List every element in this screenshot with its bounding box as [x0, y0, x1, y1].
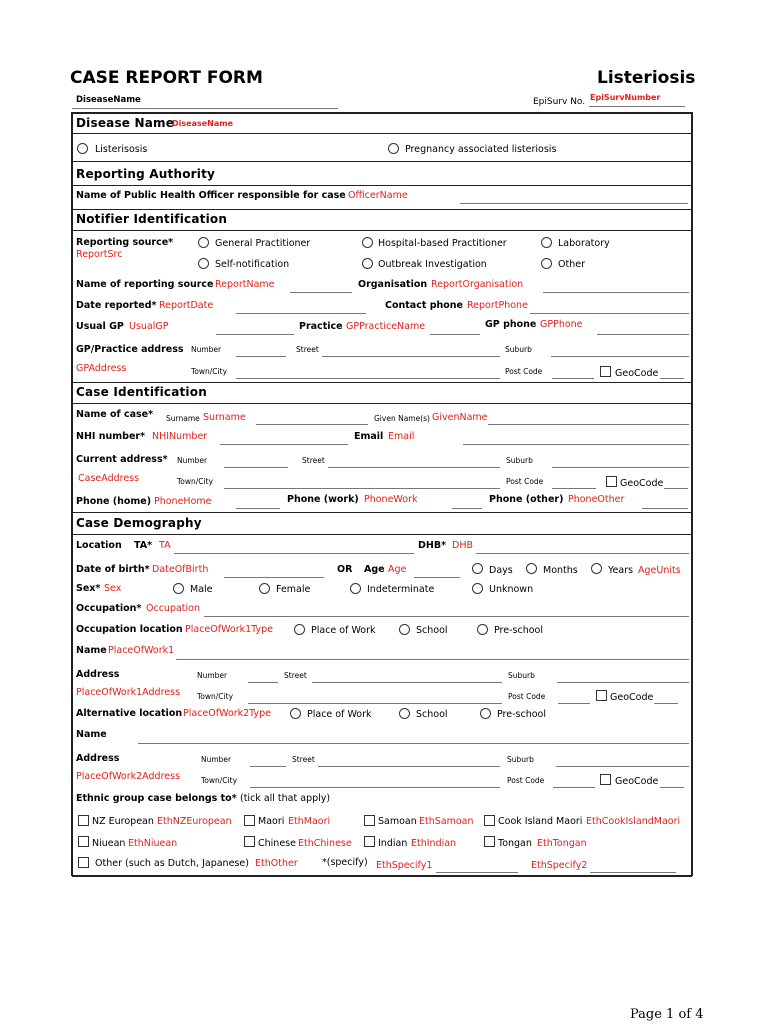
option-unknown: Unknown — [489, 584, 534, 595]
option-self: Self-notification — [215, 259, 290, 270]
sex-label: Sex* — [76, 583, 101, 594]
radio-outbreak[interactable] — [362, 258, 373, 269]
radio-pregnancy[interactable] — [388, 143, 399, 154]
disease-title: Listeriosis — [597, 68, 696, 88]
practice-field[interactable]: GPPracticeName — [346, 321, 426, 332]
option-years: Years — [608, 565, 634, 576]
option-gp: General Practitioner — [215, 238, 311, 249]
radio-school-2[interactable] — [399, 708, 410, 719]
radio-laboratory[interactable] — [541, 237, 552, 248]
radio-other[interactable] — [541, 258, 552, 269]
niuean-label: Niuean — [92, 838, 126, 849]
surname-label: Surname — [166, 414, 200, 423]
gp-address-town-label: Town/City — [191, 367, 228, 376]
gp-phone-field[interactable]: GPPhone — [540, 319, 583, 330]
radio-place-of-work-1[interactable] — [294, 624, 305, 635]
radio-years[interactable] — [591, 563, 602, 574]
indian-label: Indian — [378, 838, 408, 849]
occupation-label: Occupation* — [76, 603, 142, 614]
radio-preschool-1[interactable] — [477, 624, 488, 635]
or-label: OR — [337, 564, 353, 575]
case-address-town-label: Town/City — [177, 477, 214, 486]
other-ethnic-field[interactable]: EthOther — [255, 858, 298, 869]
form-title: CASE REPORT FORM — [70, 68, 263, 88]
episurv-label: EpiSurv No. — [533, 97, 586, 107]
option-place-of-work-2: Place of Work — [307, 709, 372, 720]
gp-geocode-checkbox[interactable] — [600, 366, 611, 377]
notifier-heading: Notifier Identification — [76, 212, 228, 226]
alt-location-field[interactable]: PlaceOfWork2Type — [183, 708, 272, 719]
age-label: Age — [364, 564, 385, 575]
date-reported-field[interactable]: ReportDate — [159, 300, 214, 311]
gp-address-field[interactable]: GPAddress — [76, 363, 127, 374]
phone-work-field[interactable]: PhoneWork — [364, 494, 418, 505]
ethnic-note: (tick all that apply) — [240, 793, 331, 804]
radio-days[interactable] — [472, 563, 483, 574]
reporting-name-label: Name of reporting source — [76, 279, 214, 290]
option-laboratory: Laboratory — [558, 238, 610, 249]
age-units-field[interactable]: AgeUnits — [638, 565, 681, 576]
nz-european-label: NZ European — [92, 816, 154, 827]
case-geocode-checkbox[interactable] — [606, 476, 617, 487]
name-of-case-label: Name of case* — [76, 409, 154, 420]
option-days: Days — [489, 565, 513, 576]
wp2-geocode-label: GeoCode — [615, 776, 659, 787]
ethnic-label: Ethnic group case belongs to* — [76, 793, 237, 804]
option-school-2: School — [416, 709, 448, 720]
radio-indeterminate[interactable] — [350, 583, 361, 594]
radio-self[interactable] — [198, 258, 209, 269]
wp2-postcode-label: Post Code — [507, 776, 545, 785]
wp1-town-label: Town/City — [197, 692, 234, 701]
wp2-town-label: Town/City — [201, 776, 238, 785]
phone-other-field[interactable]: PhoneOther — [568, 494, 625, 505]
officer-field[interactable]: OfficerName — [348, 190, 408, 201]
maori-label: Maori — [258, 816, 285, 827]
source-label: Reporting source* — [76, 237, 174, 248]
gp-address-postcode-label: Post Code — [505, 367, 543, 376]
phone-work-label: Phone (work) — [287, 494, 359, 505]
chinese-field[interactable]: EthChinese — [298, 838, 352, 849]
cook-island-field[interactable]: EthCookIslandMaori — [586, 816, 681, 827]
contact-phone-field[interactable]: ReportPhone — [467, 300, 528, 311]
radio-female[interactable] — [259, 583, 270, 594]
option-pregnancy: Pregnancy associated listeriosis — [405, 144, 557, 155]
wp1-geocode-checkbox[interactable] — [596, 690, 607, 701]
occupation-location-field[interactable]: PlaceOfWork1Type — [185, 624, 274, 635]
contact-phone-label: Contact phone — [385, 300, 463, 311]
workplace1-address-field[interactable]: PlaceOfWork1Address — [76, 687, 181, 698]
indian-checkbox[interactable] — [364, 836, 375, 847]
usual-gp-label: Usual GP — [76, 321, 124, 332]
nz-european-field[interactable]: EthNZEuropean — [157, 816, 232, 827]
sex-field[interactable]: Sex — [104, 583, 122, 594]
nhi-field[interactable]: NHINumber — [152, 431, 208, 442]
radio-place-of-work-2[interactable] — [290, 708, 301, 719]
wp2-geocode-checkbox[interactable] — [600, 774, 611, 785]
niuean-field[interactable]: EthNiuean — [128, 838, 178, 849]
current-address-label: Current address* — [76, 454, 168, 465]
radio-gp[interactable] — [198, 237, 209, 248]
case-address-number-label: Number — [177, 456, 208, 465]
radio-school-1[interactable] — [399, 624, 410, 635]
chinese-label: Chinese — [258, 838, 296, 849]
alt-location-label: Alternative location — [76, 708, 183, 719]
case-address-postcode-label: Post Code — [506, 477, 544, 486]
workplace1-name-label: Name — [76, 645, 107, 656]
cook-island-checkbox[interactable] — [484, 815, 495, 826]
wp1-geocode-label: GeoCode — [610, 692, 654, 703]
ta-label: TA* — [134, 540, 153, 551]
gp-address-label: GP/Practice address — [76, 344, 184, 355]
given-name-field[interactable]: GivenName — [432, 412, 488, 423]
option-preschool-2: Pre-school — [497, 709, 546, 720]
dhb-label: DHB* — [418, 540, 447, 551]
workplace2-address-label: Address — [76, 753, 120, 764]
option-hospital: Hospital-based Practitioner — [378, 238, 507, 249]
niuean-checkbox[interactable] — [78, 836, 89, 847]
phone-other-label: Phone (other) — [489, 494, 564, 505]
case-geocode-label: GeoCode — [620, 478, 664, 489]
phone-home-field[interactable]: PhoneHome — [154, 496, 212, 507]
phone-home-label: Phone (home) — [76, 496, 152, 507]
other-ethnic-checkbox[interactable] — [78, 857, 89, 868]
case-identification-heading: Case Identification — [76, 385, 207, 399]
usual-gp-field[interactable]: UsualGP — [129, 321, 169, 332]
disease-field[interactable]: DiseaseName — [172, 119, 234, 128]
samoan-field[interactable]: EthSamoan — [419, 816, 474, 827]
option-outbreak: Outbreak Investigation — [378, 259, 487, 270]
maori-field[interactable]: EthMaori — [288, 816, 331, 827]
radio-unknown[interactable] — [472, 583, 483, 594]
option-male: Male — [190, 584, 213, 595]
option-listerisosis: Listerisosis — [95, 144, 148, 155]
option-months: Months — [543, 565, 578, 576]
gp-address-number-label: Number — [191, 345, 222, 354]
cook-island-label: Cook Island Maori — [498, 816, 583, 827]
disease-heading: Disease Name — [76, 116, 175, 130]
wp1-street-label: Street — [284, 671, 307, 680]
ta-field[interactable]: TA — [159, 540, 171, 551]
samoan-label: Samoan — [378, 816, 417, 827]
option-other: Other — [558, 259, 585, 270]
radio-preschool-2[interactable] — [480, 708, 491, 719]
case-address-field[interactable]: CaseAddress — [78, 473, 140, 484]
specify-label: *(specify) — [322, 857, 368, 868]
radio-months[interactable] — [526, 563, 537, 574]
case-demography-heading: Case Demography — [76, 516, 202, 530]
disease-name-field[interactable]: DiseaseName — [76, 95, 141, 105]
workplace1-address-label: Address — [76, 669, 120, 680]
surname-field[interactable]: Surname — [203, 412, 246, 423]
wp2-suburb-label: Suburb — [507, 755, 534, 764]
occupation-field[interactable]: Occupation — [146, 603, 200, 614]
wp1-postcode-label: Post Code — [508, 692, 546, 701]
episurv-field[interactable]: EpiSurvNumber — [590, 93, 661, 102]
reporting-name-field[interactable]: ReportName — [215, 279, 275, 290]
wp1-number-label: Number — [197, 671, 228, 680]
case-address-suburb-label: Suburb — [506, 456, 533, 465]
radio-listerisosis[interactable] — [77, 143, 88, 154]
wp2-number-label: Number — [201, 755, 232, 764]
gp-phone-label: GP phone — [485, 319, 537, 330]
tongan-checkbox[interactable] — [484, 836, 495, 847]
option-preschool-1: Pre-school — [494, 625, 543, 636]
option-indeterminate: Indeterminate — [367, 584, 435, 595]
tongan-label: Tongan — [498, 838, 532, 849]
email-field[interactable]: Email — [388, 431, 415, 442]
option-female: Female — [276, 584, 311, 595]
workplace1-name-field[interactable]: PlaceOfWork1 — [108, 645, 175, 656]
specify1-field[interactable]: EthSpecify1 — [376, 860, 433, 871]
nhi-label: NHI number* — [76, 431, 146, 442]
practice-label: Practice — [299, 321, 343, 332]
page-number: Page 1 of 4 — [630, 1007, 704, 1022]
location-label: Location — [76, 540, 122, 551]
gp-geocode-label: GeoCode — [615, 368, 659, 379]
specify2-field[interactable]: EthSpecify2 — [531, 860, 588, 871]
email-label: Email — [354, 431, 384, 442]
organisation-field[interactable]: ReportOrganisation — [431, 279, 524, 290]
workplace2-address-field[interactable]: PlaceOfWork2Address — [76, 771, 181, 782]
option-school-1: School — [416, 625, 448, 636]
maori-checkbox[interactable] — [244, 815, 255, 826]
wp2-street-label: Street — [292, 755, 315, 764]
occupation-location-label: Occupation location — [76, 624, 183, 635]
case-address-street-label: Street — [302, 456, 325, 465]
option-place-of-work-1: Place of Work — [311, 625, 376, 636]
radio-hospital[interactable] — [362, 237, 373, 248]
nz-european-checkbox[interactable] — [78, 815, 89, 826]
tongan-field[interactable]: EthTongan — [537, 838, 587, 849]
dhb-field[interactable]: DHB — [452, 540, 473, 551]
dob-label: Date of birth* — [76, 564, 150, 575]
other-ethnic-label: Other (such as Dutch, Japanese) — [95, 858, 249, 869]
source-field[interactable]: ReportSrc — [76, 249, 123, 260]
indian-field[interactable]: EthIndian — [411, 838, 457, 849]
organisation-label: Organisation — [358, 279, 428, 290]
given-name-label: Given Name(s) — [374, 414, 430, 423]
date-reported-label: Date reported* — [76, 300, 157, 311]
gp-address-street-label: Street — [296, 345, 319, 354]
dob-field[interactable]: DateOfBirth — [152, 564, 209, 575]
gp-address-suburb-label: Suburb — [505, 345, 532, 354]
officer-label: Name of Public Health Officer responsible for case — [76, 190, 346, 201]
wp1-suburb-label: Suburb — [508, 671, 535, 680]
reporting-authority-heading: Reporting Authority — [76, 167, 216, 181]
age-field[interactable]: Age — [388, 564, 407, 575]
chinese-checkbox[interactable] — [244, 836, 255, 847]
samoan-checkbox[interactable] — [364, 815, 375, 826]
radio-male[interactable] — [173, 583, 184, 594]
workplace2-name-label: Name — [76, 729, 107, 740]
